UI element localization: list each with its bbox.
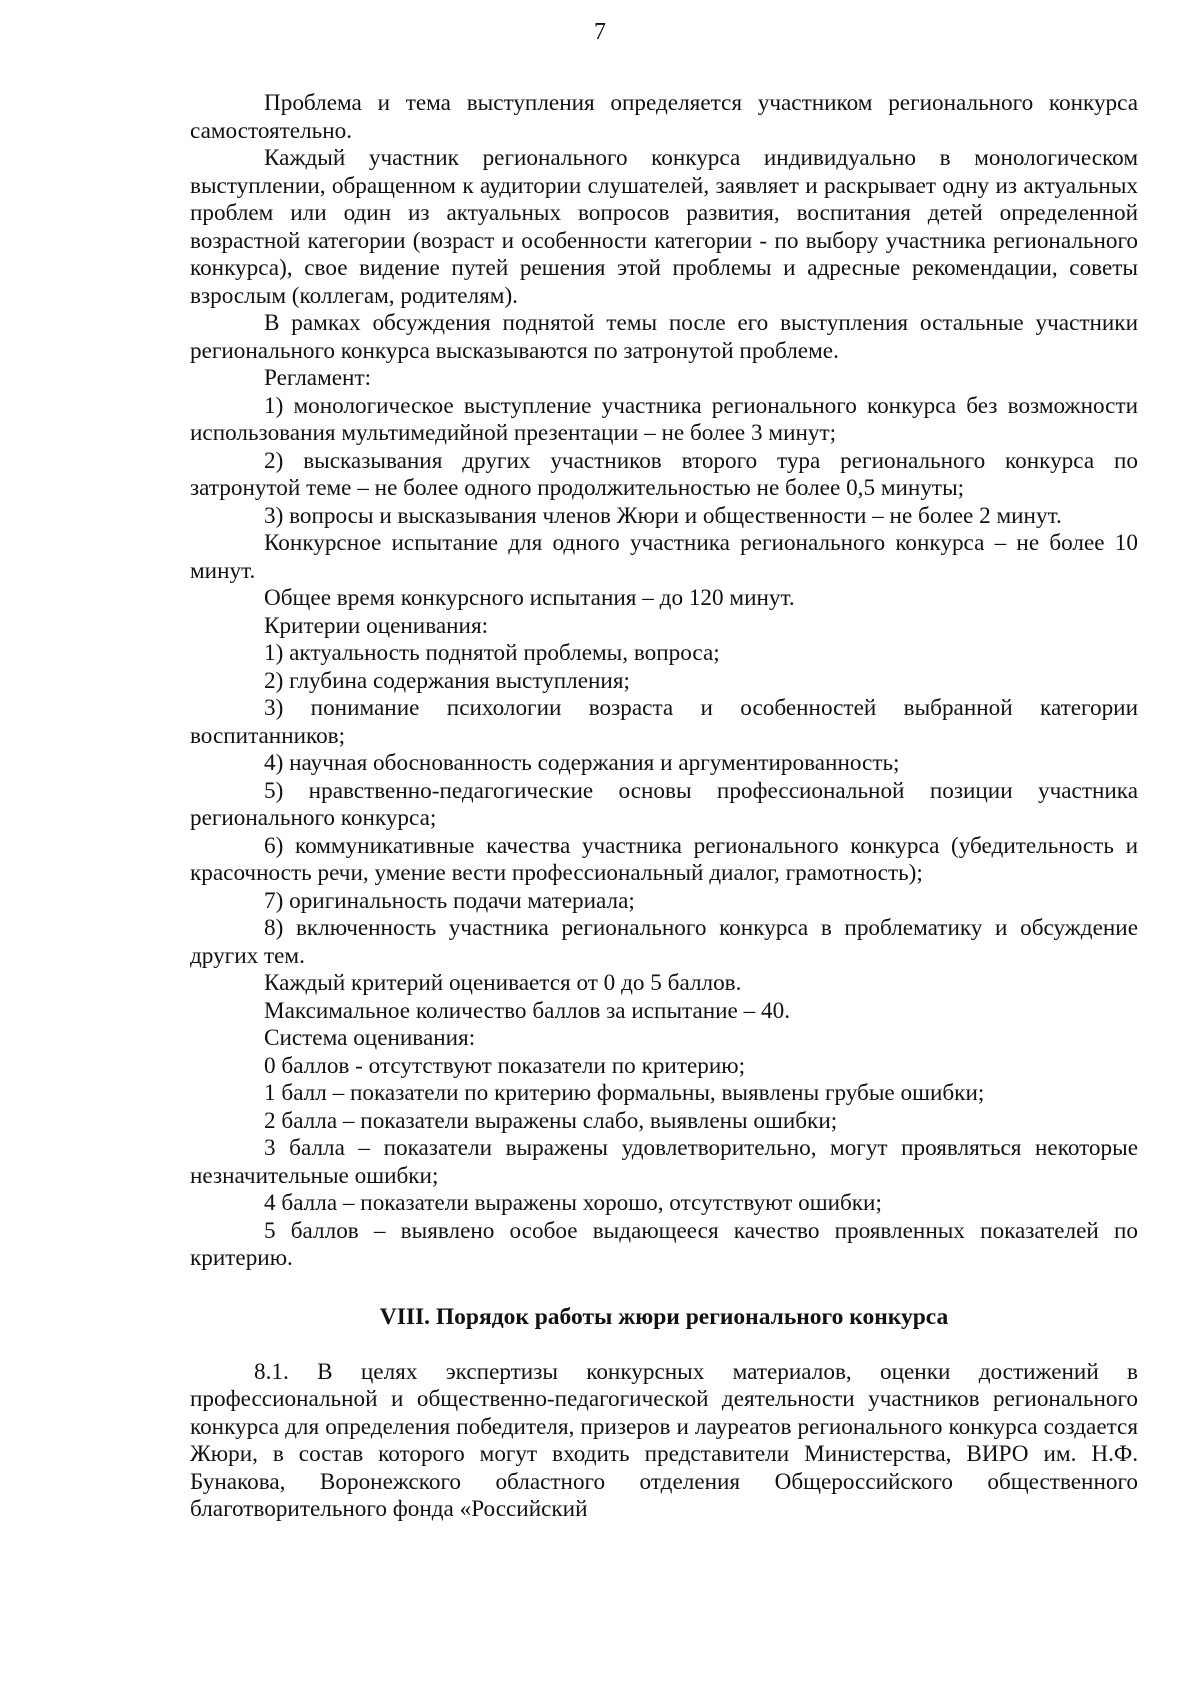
criterion-item-7: 7) оригинальность подачи материала; xyxy=(264,887,635,914)
criterion-item-2: 2) глубина содержания выступления; xyxy=(264,667,630,694)
score-level-0: 0 баллов - отсутствуют показатели по критерию; xyxy=(264,1052,746,1079)
section-heading-jury: VIII. Порядок работы жюри регионального конкурса xyxy=(379,1303,949,1330)
paragraph-test-duration: Конкурсное испытание для одного участника регионального конкурса – не более 10 минут. xyxy=(190,530,1138,584)
score-level-2: 2 балла – показатели выражены слабо, выявлены ошибки; xyxy=(264,1107,838,1134)
criterion-item-8: 8) включенность участника регионального конкурса в проблематику и обсуждение других тем. xyxy=(190,915,1138,969)
score-level-1: 1 балл – показатели по критерию формальны, выявлены грубые ошибки; xyxy=(264,1080,985,1106)
paragraph-discussion: В рамках обсуждения поднятой темы после его выступления остальные участники регионального конкурса высказываются по затронутой проблеме. xyxy=(190,310,1138,364)
page-number: 7 xyxy=(594,19,606,45)
paragraph-monologue-description: Каждый участник регионального конкурса индивидуально в монологическом выступлении, обращенном к аудитории слушателей, заявляет и раскрывает одну из актуальных проблем или один из актуальных вопросов развития, воспитания детей определенной возрастной категории (возраст и особенности категории - по выбору участника регионального конкурса), свое видение путей решения этой проблемы и адресные рекомендации, советы взрослым (коллегам, родителям). xyxy=(190,145,1138,309)
score-level-5: 5 баллов – выявлено особое выдающееся качество проявленных показателей по критерию. xyxy=(190,1217,1138,1271)
regulation-item-3: 3) вопросы и высказывания членов Жюри и общественности – не более 2 минут. xyxy=(264,502,1062,529)
criterion-item-3: 3) понимание психологии возраста и особенностей выбранной категории воспитанников; xyxy=(190,695,1138,749)
criterion-item-4: 4) научная обоснованность содержания и аргументированность; xyxy=(264,750,900,776)
score-level-3: 3 балла – показатели выражены удовлетворительно, могут проявляться некоторые незначительные ошибки; xyxy=(190,1135,1138,1189)
criterion-item-5: 5) нравственно-педагогические основы профессиональной позиции участника регионального конкурса; xyxy=(190,777,1138,831)
paragraph-topic-choice: Проблема и тема выступления определяется участником регионального конкурса самостоятельно. xyxy=(190,90,1138,144)
clause-8-1: 8.1. В целях экспертизы конкурсных материалов, оценки достижений в профессиональной и общественно-педагогической деятельности участников регионального конкурса для определения победителя, призеров и лауреатов регионального конкурса создается Жюри, в состав которого могут входить представители Министерства, ВИРО им. Н.Ф. Бунакова, Воронежского областного отделения Общероссийского общественного благотворительного фонда «Российский xyxy=(190,1358,1138,1522)
score-level-4: 4 балла – показатели выражены хорошо, отсутствуют ошибки; xyxy=(264,1190,882,1216)
document-body xyxy=(190,90,1138,1524)
paragraph-regulations-label: Регламент: xyxy=(264,365,372,391)
paragraph-score-range: Каждый критерий оценивается от 0 до 5 баллов. xyxy=(264,970,742,996)
criterion-item-6: 6) коммуникативные качества участника регионального конкурса (убедительность и красочность речи, умение вести профессиональный диалог, грамотность); xyxy=(190,832,1138,886)
regulation-item-2: 2) высказывания других участников второго тура регионального конкурса по затронутой теме – не более одного продолжительностью не более 0,5 минуты; xyxy=(190,447,1138,501)
regulation-item-1: 1) монологическое выступление участника регионального конкурса без возможности использования мультимедийной презентации – не более 3 минут; xyxy=(190,392,1138,446)
paragraph-total-time: Общее время конкурсного испытания – до 120 минут. xyxy=(264,585,795,611)
paragraph-criteria-label: Критерии оценивания: xyxy=(264,612,489,639)
criterion-item-1: 1) актуальность поднятой проблемы, вопроса; xyxy=(264,640,720,666)
paragraph-max-score: Максимальное количество баллов за испытание – 40. xyxy=(264,997,791,1024)
paragraph-scoring-system-label: Система оценивания: xyxy=(264,1025,476,1051)
